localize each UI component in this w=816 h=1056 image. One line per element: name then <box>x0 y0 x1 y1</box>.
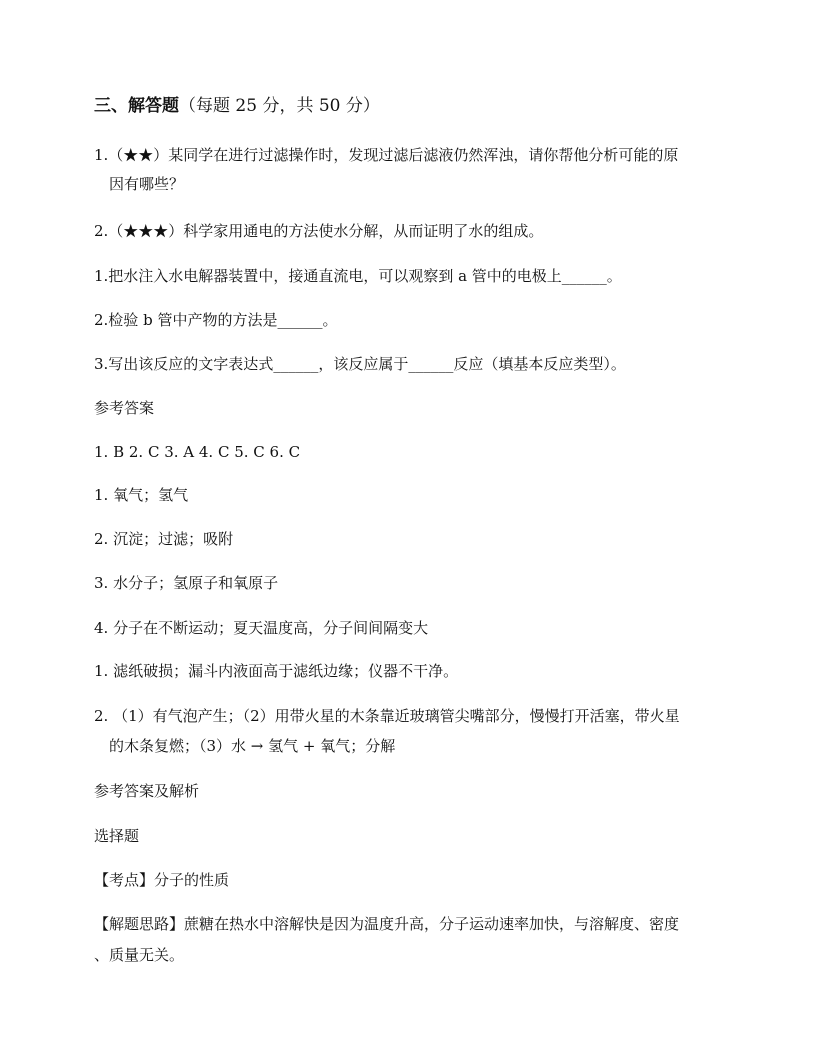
question-2: 2.（★★★）科学家用通电的方法使水分解，从而证明了水的组成。 <box>94 222 544 240</box>
question-1-line-1: 1.（★★）某同学在进行过滤操作时，发现过滤后滤液仍然浑浊，请你帮他分析可能的原 <box>94 146 679 164</box>
subquestion-2: 2.检验 b 管中产物的方法是______。 <box>94 311 338 329</box>
analysis-heading: 参考答案及解析 <box>94 782 200 800</box>
question-1-line-2: 因有哪些？ <box>109 175 185 193</box>
section-title: 三、解答题 <box>94 96 179 116</box>
solution-line-2: 、质量无关。 <box>94 946 185 964</box>
choice-heading: 选择题 <box>94 827 140 845</box>
answer-line: 2. 沉淀；过滤；吸附 <box>94 530 234 548</box>
answer-line: 1. B 2. C 3. A 4. C 5. C 6. C <box>94 443 301 461</box>
section-score-note: （每题 25 分，共 50 分） <box>179 96 380 116</box>
answer-line: 4. 分子在不断运动；夏天温度高，分子间间隔变大 <box>94 619 429 637</box>
answer-line: 1. 滤纸破损；漏斗内液面高于滤纸边缘；仪器不干净。 <box>94 662 459 680</box>
answer-last-line-2: 的木条复燃；（3）水 → 氢气 + 氧气；分解 <box>109 737 396 755</box>
subquestion-1: 1.把水注入水电解器装置中，接通直流电，可以观察到 a 管中的电极上______。 <box>94 267 622 285</box>
solution-line-1: 【解题思路】蔗糖在热水中溶解快是因为温度升高，分子运动速率加快，与溶解度、密度 <box>94 915 680 933</box>
subquestion-3: 3.写出该反应的文字表达式______，该反应属于______反应（填基本反应类型）。 <box>94 355 626 373</box>
knowledge-point: 【考点】分子的性质 <box>94 871 230 889</box>
answer-line: 1. 氧气；氢气 <box>94 486 189 504</box>
answer-line: 3. 水分子；氢原子和氧原子 <box>94 574 279 592</box>
answer-heading: 参考答案 <box>94 399 155 417</box>
section-heading <box>94 95 380 117</box>
answer-last-line-1: 2. （1）有气泡产生；（2）用带火星的木条靠近玻璃管尖嘴部分，慢慢打开活塞，带火星 <box>94 707 680 725</box>
